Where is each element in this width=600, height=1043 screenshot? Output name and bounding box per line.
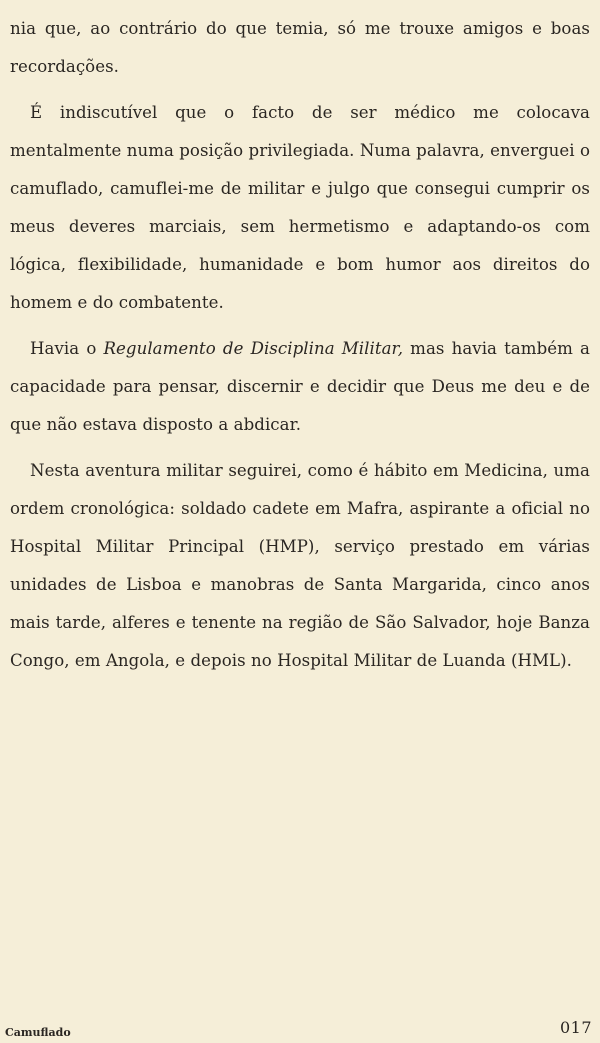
page-footer [0,1010,600,1040]
page-number: 017 [559,1018,592,1037]
paragraph-2: É indiscutível que o facto de ser médico me colocava mentalmente numa posição privilegiada. Numa palavra, enverguei o camuflado, camuflei-me de militar e julgo que consegui cumprir os meus deveres marciais, sem hermetismo e adaptando-os com lógica, flexibilidade, humanidade e bom humor aos direitos do homem e do combatente. [10,103,590,312]
running-title: Camuflado [5,1026,71,1039]
paragraph-4: Nesta aventura militar seguirei, como é hábito em Medicina, uma ordem cronológica: soldado cadete em Mafra, aspirante a oficial no Hospital Militar Principal (HMP), serviço prestado em várias unidades de Lisboa e manobras de Santa Margarida, cinco anos mais tarde, alferes e tenente na região de São Salvador, hoje Banza Congo, em Angola, e depois no Hospital Militar de Luanda (HML). [10,461,590,670]
body-text [10,10,590,680]
paragraph-3-end: mas havia também a capacidade para pensar, discernir e decidir que Deus me deu e de que não estava disposto a abdicar. [10,339,590,434]
paragraph-1: nia que, ao contrário do que temia, só me trouxe amigos e boas recordações. [10,19,590,76]
regulation-title: Regulamento de Disciplina Militar, [103,339,404,358]
paragraph-3-start: Havia o [30,339,104,358]
paragraph-3 [10,330,590,444]
